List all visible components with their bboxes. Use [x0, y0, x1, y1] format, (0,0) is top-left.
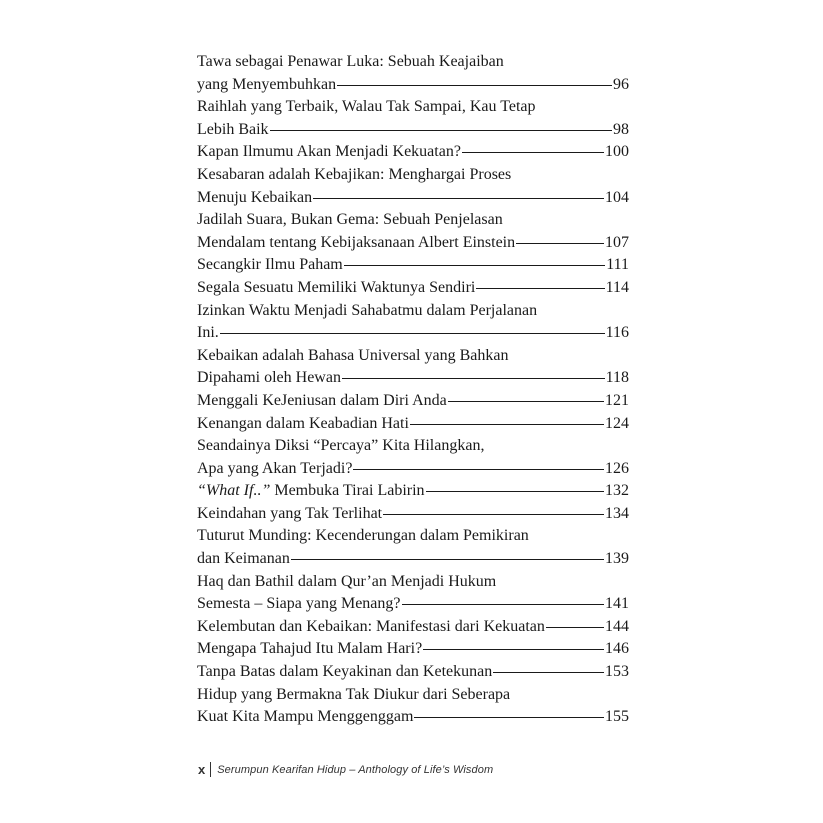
toc-entry: [197, 435, 629, 480]
toc-entry-line: Kesabaran adalah Kebajikan: Menghargai Proses: [197, 165, 512, 183]
toc-entry-last-line: [197, 232, 629, 255]
toc-entry-title: Ini.: [197, 324, 219, 342]
toc-entry-last-line: [197, 706, 629, 729]
toc-entry-last-line: [197, 503, 629, 526]
toc-entry-line: Tuturut Munding: Kecenderungan dalam Pemikiran: [197, 527, 529, 545]
toc-page-number: 139: [605, 550, 629, 568]
toc-entry-title: yang Menyembuhkan: [197, 75, 337, 93]
toc-leader-line: [402, 604, 605, 605]
toc-entry-last-line: [197, 616, 629, 639]
toc-leader-line: [493, 672, 604, 673]
toc-entry: [197, 141, 629, 164]
toc-entry-line: Haq dan Bathil dalam Qur’an Menjadi Hukum: [197, 572, 497, 590]
footer-running-title: Serumpun Kearifan Hidup – Anthology of Life’s Wisdom: [217, 763, 494, 776]
toc-page-number: 100: [605, 143, 629, 161]
toc-entry-last-line: [197, 458, 629, 481]
toc-page-number: 134: [605, 504, 629, 522]
toc-leader-line: [291, 559, 604, 560]
toc-entry-title: Secangkir Ilmu Paham: [197, 256, 343, 274]
toc-leader-line: [410, 424, 604, 425]
toc-page-number: 141: [605, 595, 629, 613]
toc-entry: [197, 345, 629, 390]
toc-entry-last-line: [197, 548, 629, 571]
toc-entry: [197, 390, 629, 413]
toc-entry: [197, 503, 629, 526]
toc-page-number: 121: [605, 391, 629, 409]
toc-leader-line: [313, 198, 604, 199]
toc-entry-line: Seandainya Diksi “Percaya” Kita Hilangkan,: [197, 437, 485, 455]
toc-page-number: 114: [605, 278, 629, 296]
toc-entry: [197, 571, 629, 616]
toc-entry-last-line: [197, 277, 629, 300]
toc-entry-title: Dipahami oleh Hewan: [197, 369, 341, 387]
toc-entry-title: Lebih Baik: [197, 120, 269, 138]
toc-entry: [197, 638, 629, 661]
toc-entry-last-line: [197, 74, 629, 97]
toc-entry: [197, 209, 629, 254]
toc-leader-line: [220, 333, 605, 334]
toc-entry-title: Kapan Ilmumu Akan Menjadi Kekuatan?: [197, 143, 461, 161]
toc-page-number: 116: [605, 324, 629, 342]
toc-leader-line: [344, 265, 605, 266]
toc-leader-line: [270, 130, 612, 131]
toc-entry-last-line: [197, 661, 629, 684]
toc-entry-title: Semesta – Siapa yang Menang?: [197, 595, 401, 613]
toc-page-number: 107: [605, 233, 629, 251]
table-of-contents: [197, 51, 629, 729]
toc-entry: [197, 96, 629, 141]
toc-entry-last-line: [197, 593, 629, 616]
toc-entry: [197, 616, 629, 639]
toc-entry-title-rest: Membuka Tirai Labirin: [270, 482, 425, 500]
toc-page-number: 111: [606, 256, 629, 274]
footer-page-number: x: [198, 762, 206, 777]
toc-entry: [197, 661, 629, 684]
toc-entry: [197, 684, 629, 729]
toc-page-number: 146: [605, 640, 629, 658]
toc-entry-title: Apa yang Akan Terjadi?: [197, 459, 353, 477]
toc-leader-line: [353, 469, 604, 470]
footer-divider: [210, 762, 211, 777]
toc-page-number: 118: [605, 369, 629, 387]
toc-entry: [197, 164, 629, 209]
toc-entry: [197, 300, 629, 345]
toc-entry-title: Segala Sesuatu Memiliki Waktunya Sendiri: [197, 278, 476, 296]
toc-entry-title-italic: “What If..”: [197, 482, 271, 500]
toc-entry: [197, 254, 629, 277]
toc-leader-line: [516, 243, 604, 244]
toc-page-number: 98: [613, 120, 629, 138]
toc-entry-last-line: [197, 141, 629, 164]
toc-entry-line: Raihlah yang Terbaik, Walau Tak Sampai, Kau Tetap: [197, 98, 536, 116]
toc-entry-title: [197, 480, 425, 503]
toc-entry-last-line: [197, 119, 629, 142]
toc-entry: [197, 413, 629, 436]
toc-entry-last-line: [197, 254, 629, 277]
toc-page-number: 126: [605, 459, 629, 477]
toc-entry-last-line: [197, 322, 629, 345]
toc-entry: [197, 525, 629, 570]
toc-leader-line: [383, 514, 604, 515]
toc-leader-line: [476, 288, 604, 289]
toc-page-number: 153: [605, 663, 629, 681]
toc-entry-last-line: [197, 413, 629, 436]
page-footer: [198, 762, 493, 777]
toc-leader-line: [414, 717, 604, 718]
toc-entry-line: Hidup yang Bermakna Tak Diukur dari Seberapa: [197, 685, 511, 703]
toc-entry-line: Tawa sebagai Penawar Luka: Sebuah Keajaiban: [197, 53, 504, 70]
toc-page-number: 155: [605, 708, 629, 726]
toc-entry-title: dan Keimanan: [197, 550, 290, 568]
toc-entry-title: Keindahan yang Tak Terlihat: [197, 504, 383, 522]
toc-page-number: 144: [605, 617, 629, 635]
toc-entry-last-line: [197, 187, 629, 210]
toc-entry-line: Izinkan Waktu Menjadi Sahabatmu dalam Perjalanan: [197, 301, 538, 319]
toc-page-number: 104: [605, 188, 629, 206]
toc-entry-title: Kuat Kita Mampu Menggenggam: [197, 708, 414, 726]
toc-entry: [197, 51, 629, 96]
toc-entry-title: Menuju Kebaikan: [197, 188, 313, 206]
toc-entry: [197, 277, 629, 300]
toc-leader-line: [342, 378, 605, 379]
toc-entry-title: Menggali KeJeniusan dalam Diri Anda: [197, 391, 447, 409]
toc-entry-last-line: [197, 367, 629, 390]
toc-entry-title: Mengapa Tahajud Itu Malam Hari?: [197, 640, 423, 658]
toc-leader-line: [462, 152, 604, 153]
toc-entry-line: Jadilah Suara, Bukan Gema: Sebuah Penjelasan: [197, 211, 503, 229]
toc-page-number: 124: [605, 414, 629, 432]
toc-entry-title: Kelembutan dan Kebaikan: Manifestasi dari Kekuatan: [197, 617, 545, 635]
toc-leader-line: [426, 491, 604, 492]
toc-entry-last-line: [197, 390, 629, 413]
toc-entry-line: Kebaikan adalah Bahasa Universal yang Bahkan: [197, 346, 509, 364]
toc-entry-title: Mendalam tentang Kebijaksanaan Albert Einstein: [197, 233, 516, 251]
toc-entry-title: Kenangan dalam Keabadian Hati: [197, 414, 409, 432]
toc-page-number: 96: [613, 75, 629, 93]
toc-leader-line: [423, 649, 604, 650]
toc-leader-line: [546, 627, 604, 628]
toc-leader-line: [337, 85, 612, 86]
toc-leader-line: [448, 401, 604, 402]
toc-entry: [197, 480, 629, 503]
toc-page-number: 132: [605, 482, 629, 500]
toc-entry-last-line: [197, 638, 629, 661]
toc-entry-last-line: [197, 480, 629, 503]
toc-entry-title: Tanpa Batas dalam Keyakinan dan Ketekunan: [197, 663, 493, 681]
